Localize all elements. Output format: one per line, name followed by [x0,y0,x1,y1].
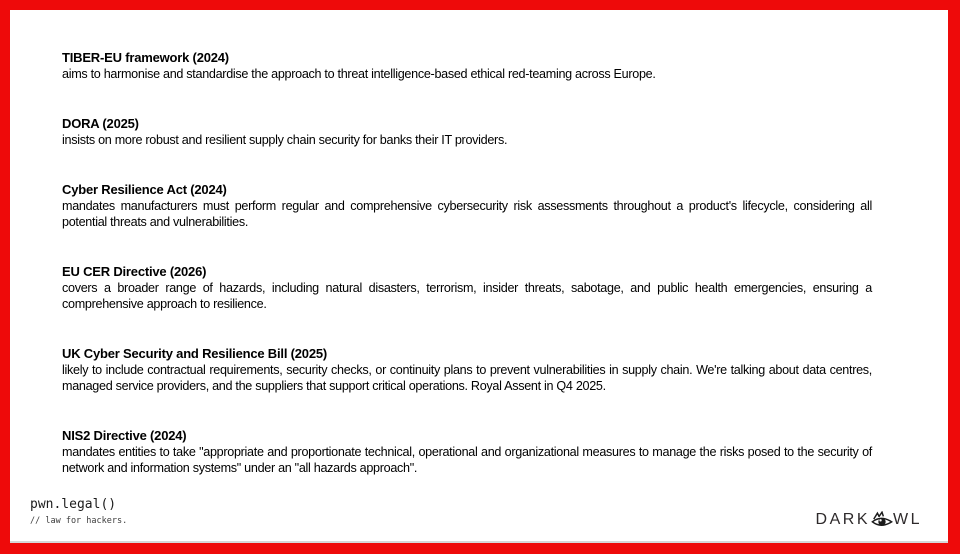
regulation-title: TIBER-EU framework (2024) [62,50,229,65]
regulation-body: likely to include contractual requirements, security checks, or continuity plans to prevent vulnerabilities in supply chain. We're talking about data centres, managed service providers, and the suppliers that support critical operations. Royal Assent in Q4 2025. [62,363,872,393]
regulation-body: covers a broader range of hazards, including natural disasters, terrorism, insider threats, sabotage, and public health emergencies, ensuring a comprehensive approach to resilience. [62,281,872,311]
regulation-title: UK Cyber Security and Resilience Bill (2025) [62,346,328,361]
regulations-list [62,50,872,510]
regulation-body: mandates manufacturers must perform regular and comprehensive cybersecurity risk assessments throughout a product's lifecycle, considering all potential threats and vulnerabilities. [62,199,872,229]
regulation-title: NIS2 Directive (2024) [62,428,187,443]
regulation-section-dora [62,116,872,148]
brand-wordmark: pwn.legal() [30,497,117,512]
darkowl-logo-suffix: WL [893,511,922,528]
brand-tagline: // law for hackers. [30,516,128,526]
regulation-section-eu-cer-directive [62,264,872,312]
regulation-section-cyber-resilience-act [62,182,872,230]
regulation-title: Cyber Resilience Act (2024) [62,182,227,197]
regulation-body: insists on more robust and resilient supply chain security for banks their IT providers. [62,133,508,147]
regulation-body: mandates entities to take "appropriate and proportionate technical, operational and organizational measures to manage the risks posed to the security of network and information systems" under an "all hazards approach". [62,445,872,475]
regulation-title: DORA (2025) [62,116,139,131]
darkowl-logo-prefix: DARK [815,511,870,528]
owl-eye-icon [871,511,893,529]
slide-sheet [10,10,948,541]
regulation-section-uk-csr-bill [62,346,872,394]
regulation-section-nis2-directive [62,428,872,476]
regulation-title: EU CER Directive (2026) [62,264,207,279]
regulation-body: aims to harmonise and standardise the approach to threat intelligence-based ethical red-teaming across Europe. [62,67,656,81]
brand-block [30,497,127,526]
darkowl-logo [816,511,922,529]
regulation-section-tiber-eu [62,50,872,82]
